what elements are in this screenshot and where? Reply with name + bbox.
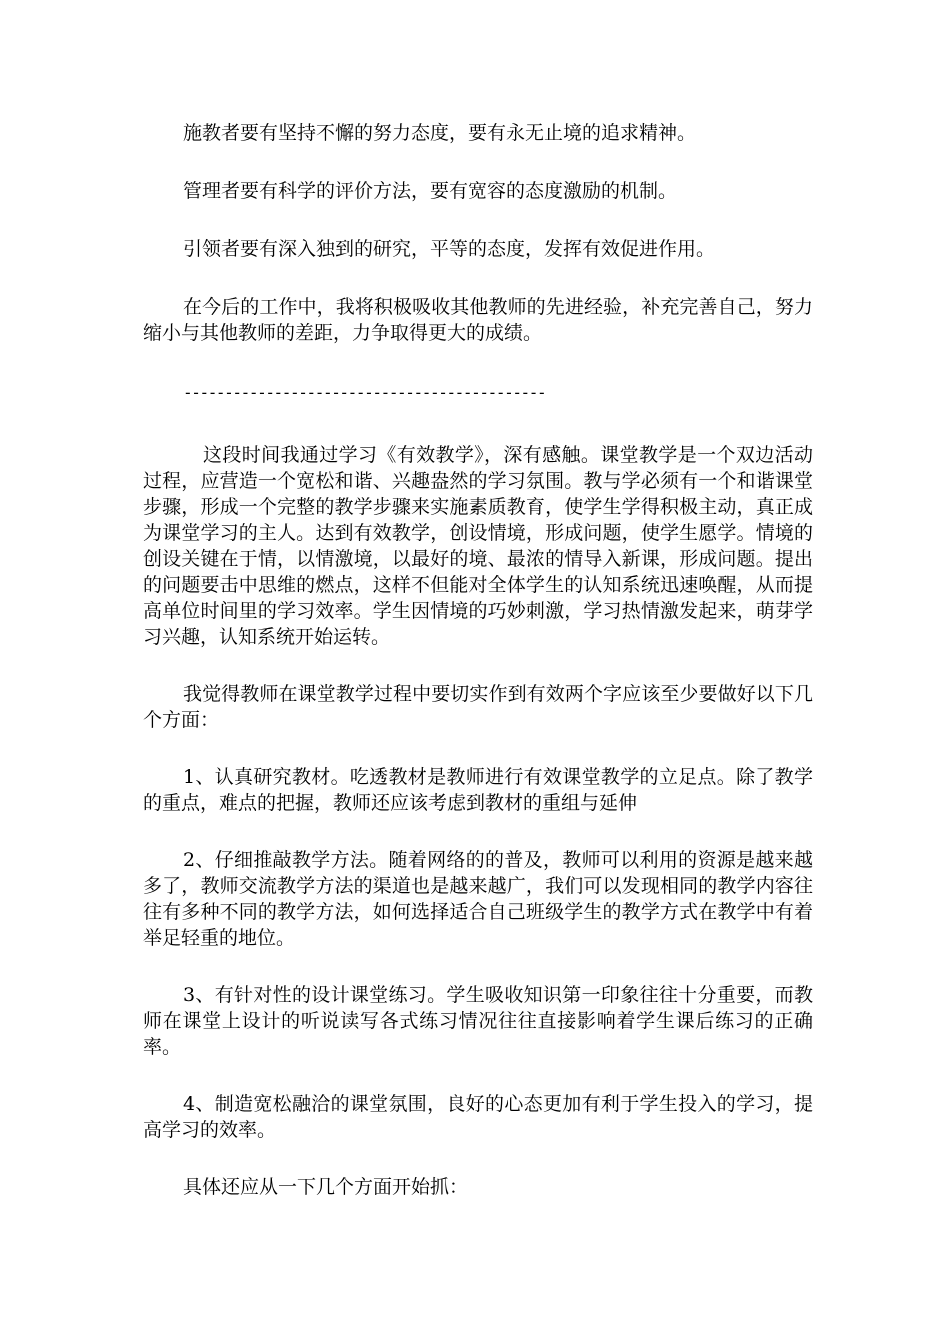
document-page bbox=[143, 120, 813, 1200]
paragraph: 管理者要有科学的评价方法，要有宽容的态度激励的机制。 bbox=[183, 180, 678, 202]
paragraph: 2、仔细推敲教学方法。随着网络的的普及，教师可以利用的资源是越来越多了，教师交流教学方法的渠道也是越来越广，我们可以发现相同的教学内容往往有多种不同的教学方法，如何选择适合自己班级学生的教学方式在教学中有着举足轻重的地位。 bbox=[143, 849, 813, 949]
paragraph: 施教者要有坚持不懈的努力态度，要有永无止境的追求精神。 bbox=[183, 122, 697, 144]
paragraph: 1、认真研究教材。吃透教材是教师进行有效课堂教学的立足点。除了教学的重点，难点的把握，教师还应该考虑到教材的重组与延伸 bbox=[143, 766, 813, 814]
paragraph: 在今后的工作中，我将积极吸收其他教师的先进经验，补充完善自己，努力缩小与其他教师的差距，力争取得更大的成绩。 bbox=[143, 296, 813, 344]
paragraph: 引领者要有深入独到的研究，平等的态度，发挥有效促进作用。 bbox=[183, 238, 716, 260]
separator-line: -------------------------------------------- bbox=[183, 383, 546, 402]
paragraph: 4、制造宽松融洽的课堂氛围，良好的心态更加有利于学生投入的学习，提高学习的效率。 bbox=[143, 1093, 813, 1141]
paragraph: 我觉得教师在课堂教学过程中要切实作到有效两个字应该至少要做好以下几个方面： bbox=[143, 683, 813, 731]
paragraph: 这段时间我通过学习《有效教学》，深有感触。课堂教学是一个双边活动过程，应营造一个宽松和谐、兴趣盎然的学习氛围。教与学必须有一个和谐课堂步骤，形成一个完整的教学步骤来实施素质教育，使学生学得积极主动，真正成为课堂学习的主人。达到有效教学，创设情境，形成问题，使学生愿学。情境的创设关键在于情，以情激境，以最好的境、最浓的情导入新课，形成问题。提出的问题要击中思维的燃点，这样不但能对全体学生的认知系统迅速唤醒，从而提高单位时间里的学习效率。学生因情境的巧妙刺激，学习热情激发起来，萌芽学习兴趣，认知系统开始运转。 bbox=[143, 444, 813, 648]
paragraph: 3、有针对性的设计课堂练习。学生吸收知识第一印象往往十分重要，而教师在课堂上设计的听说读写各式练习情况往往直接影响着学生课后练习的正确率。 bbox=[143, 984, 813, 1058]
paragraph: 具体还应从一下几个方面开始抓： bbox=[183, 1176, 469, 1198]
